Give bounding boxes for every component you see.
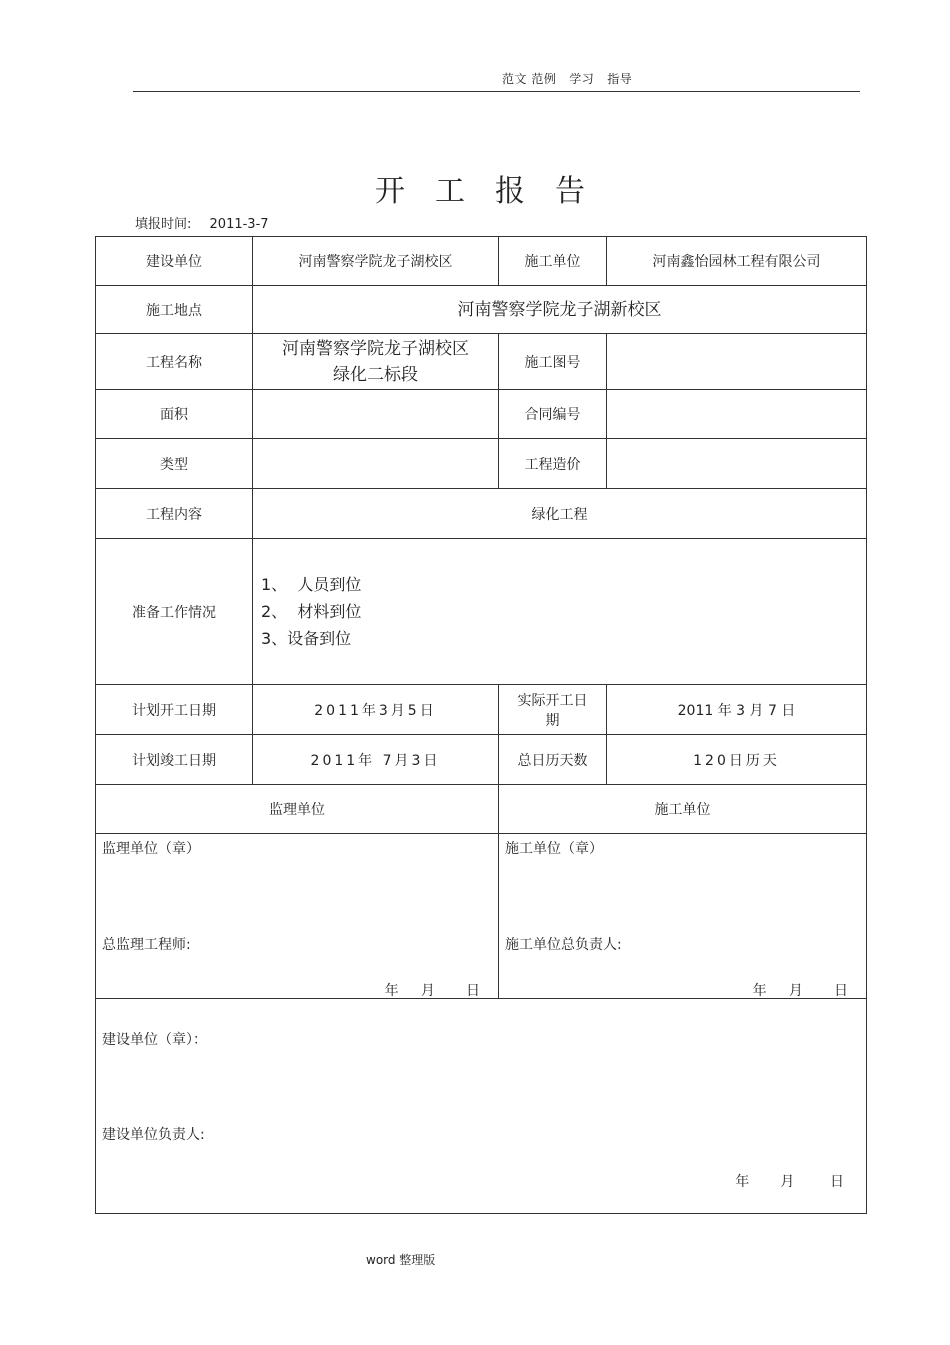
project-name-line2: 绿化二标段 — [333, 364, 418, 385]
contractor-date: 年 月 日 — [752, 983, 848, 999]
planned-start-value: 2011年3月5日 — [253, 685, 499, 735]
project-name-value — [253, 334, 499, 390]
contractor-header: 施工单位 — [499, 785, 867, 834]
planned-start-label: 计划开工日期 — [96, 685, 253, 735]
table-row — [96, 539, 867, 685]
actual-start-label-line2: 期 — [545, 712, 560, 729]
actual-start-label — [499, 685, 607, 735]
contractor-value: 河南鑫怡园林工程有限公司 — [607, 237, 867, 286]
contract-no-label: 合同编号 — [499, 390, 607, 439]
actual-start-value: 2011 年 3 月 7 日 — [607, 685, 867, 735]
construction-unit-value: 河南警察学院龙子湖校区 — [253, 237, 499, 286]
planned-end-value: 2011年 7月3日 — [253, 735, 499, 785]
area-value — [253, 390, 499, 439]
build-seal: 建设单位（章）： — [102, 1032, 207, 1048]
construction-unit-label: 建设单位 — [96, 237, 253, 286]
prep-item: 2、 材料到位 — [261, 602, 362, 621]
table-row — [96, 489, 867, 539]
drawing-no-value — [607, 334, 867, 390]
supervisor-sign-area — [96, 834, 499, 999]
supervisor-date: 年 月 日 — [384, 983, 480, 999]
content-label: 工程内容 — [96, 489, 253, 539]
contract-no-value — [607, 390, 867, 439]
table-row — [96, 237, 867, 286]
header-rule — [133, 91, 860, 92]
table-row — [96, 390, 867, 439]
type-label: 类型 — [96, 439, 253, 489]
total-days-value: 120日历天 — [607, 735, 867, 785]
total-days-label: 总日历天数 — [499, 735, 607, 785]
actual-start-label-line1: 实际开工日 — [517, 692, 588, 709]
content-value: 绿化工程 — [253, 489, 867, 539]
project-name-line1: 河南警察学院龙子湖校区 — [282, 338, 469, 359]
cost-label: 工程造价 — [499, 439, 607, 489]
table-row — [96, 834, 867, 999]
site-label: 施工地点 — [96, 286, 253, 334]
project-name-label: 工程名称 — [96, 334, 253, 390]
prep-list — [253, 539, 867, 685]
document-title: 开工报告 — [375, 174, 615, 209]
type-value — [253, 439, 499, 489]
build-date: 年 月 日 — [735, 1174, 844, 1190]
header-text: 范文 范例 学习 指导 — [502, 72, 633, 86]
drawing-no-label: 施工图号 — [499, 334, 607, 390]
contractor-manager: 施工单位总负责人: — [505, 937, 622, 953]
chief-supervisor: 总监理工程师: — [102, 937, 191, 953]
prep-label: 准备工作情况 — [96, 539, 253, 685]
planned-end-label: 计划竣工日期 — [96, 735, 253, 785]
build-manager: 建设单位负责人: — [102, 1127, 205, 1143]
table-row — [96, 439, 867, 489]
table-row — [96, 785, 867, 834]
contractor-seal: 施工单位（章） — [505, 841, 603, 857]
prep-item: 3、设备到位 — [261, 629, 352, 648]
contractor-label: 施工单位 — [499, 237, 607, 286]
table-row — [96, 999, 867, 1214]
area-label: 面积 — [96, 390, 253, 439]
prep-item: 1、 人员到位 — [261, 575, 362, 594]
site-value: 河南警察学院龙子湖新校区 — [253, 286, 867, 334]
table-row — [96, 685, 867, 735]
footer-text: word 整理版 — [366, 1253, 436, 1267]
fill-date — [135, 213, 269, 232]
supervisor-header: 监理单位 — [96, 785, 499, 834]
build-unit-sign-area — [96, 999, 867, 1214]
table-row — [96, 735, 867, 785]
supervisor-seal: 监理单位（章） — [102, 841, 200, 857]
fill-date-label: 填报时间: — [135, 217, 192, 232]
fill-date-value: 2011-3-7 — [209, 217, 269, 232]
table-row — [96, 286, 867, 334]
table-row — [96, 334, 867, 390]
cost-value — [607, 439, 867, 489]
start-report-table — [95, 236, 867, 1214]
contractor-sign-area — [499, 834, 867, 999]
